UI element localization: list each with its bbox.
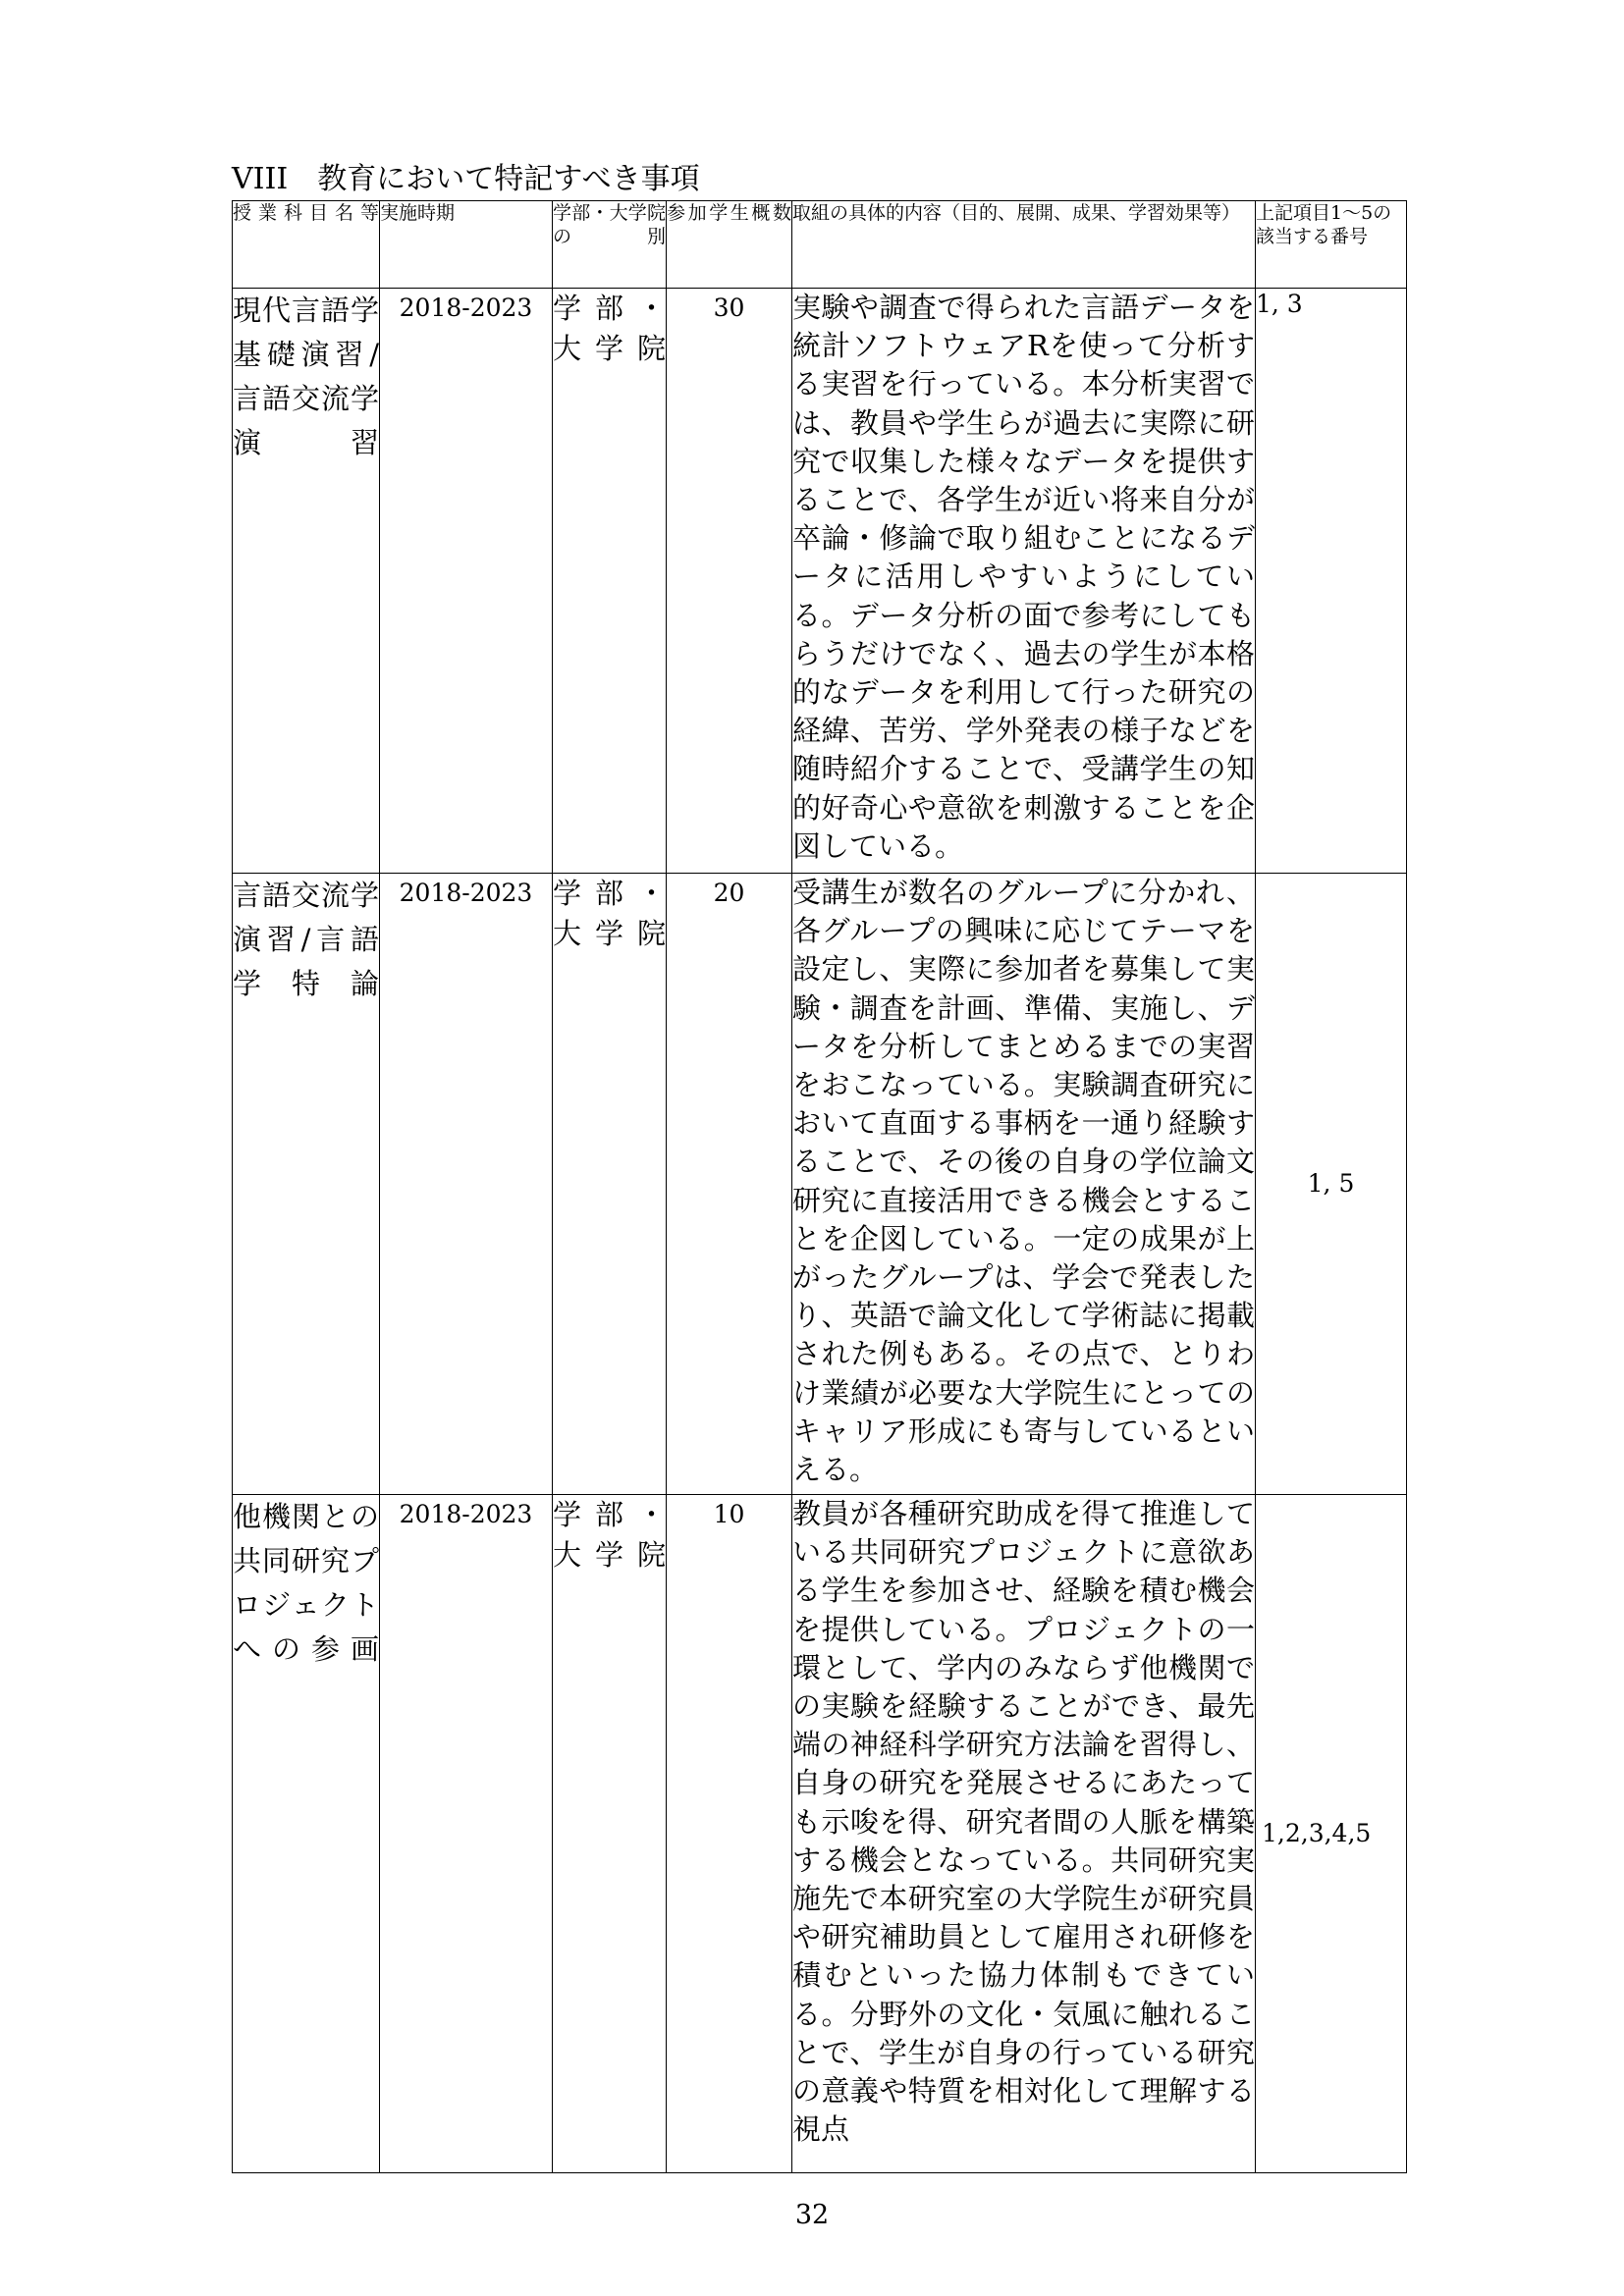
student-count: 20 <box>667 874 792 1495</box>
header-items: 上記項目1～5の該当する番号 <box>1256 201 1407 289</box>
section-title: VIII 教育において特記すべき事項 <box>232 162 700 196</box>
period: 2018-2023 <box>380 1495 553 2173</box>
header-department: 学部・大学院の別 <box>553 201 667 289</box>
table-row <box>233 289 1407 874</box>
header-course: 授業科目名等 <box>233 201 380 289</box>
header-period: 実施時期 <box>380 201 553 289</box>
education-table <box>232 200 1407 2173</box>
student-count: 10 <box>667 1495 792 2173</box>
department: 学部・大学院 <box>553 289 667 874</box>
header-students: 参加学生概数 <box>667 201 792 289</box>
content-description: 実験や調査で得られた言語データを統計ソフトウェアRを使って分析する実習を行っている。本分析実習では、教員や学生らが過去に実際に研究で収集した様々なデータを提供することで、各学生が近い将来自分が卒論・修論で取り組むことになるデータに活用しやすいようにしている。データ分析の面で参考にしてもらうだけでなく、過去の学生が本格的なデータを利用して行った研究の経緯、苦労、学外発表の様子などを随時紹介することで、受講学生の知的好奇心や意欲を刺激することを企図している。 <box>792 289 1256 874</box>
student-count: 30 <box>667 289 792 874</box>
item-numbers: 1, 3 <box>1256 289 1407 874</box>
period: 2018-2023 <box>380 874 553 1495</box>
header-content: 取組の具体的内容（目的、展開、成果、学習効果等） <box>792 201 1256 289</box>
item-numbers: 1,2,3,4,5 <box>1256 1495 1407 2173</box>
course-name: 現代言語学基礎演習/言語交流学演習 <box>233 289 380 874</box>
department: 学部・大学院 <box>553 874 667 1495</box>
table-row <box>233 874 1407 1495</box>
table-row <box>233 1495 1407 2173</box>
department: 学部・大学院 <box>553 1495 667 2173</box>
content-description: 教員が各種研究助成を得て推進している共同研究プロジェクトに意欲ある学生を参加させ、経験を積む機会を提供している。プロジェクトの一環として、学内のみならず他機関での実験を経験することができ、最先端の神経科学研究方法論を習得し、自身の研究を発展させるにあたっても示唆を得、研究者間の人脈を構築する機会となっている。共同研究実施先で本研究室の大学院生が研究員や研究補助員として雇用され研修を積むといった協力体制もできている。分野外の文化・気風に触れることで、学生が自身の行っている研究の意義や特質を相対化して理解する視点 <box>792 1495 1256 2173</box>
page-number: 32 <box>794 2200 830 2230</box>
course-name: 他機関との共同研究プロジェクトへの参画 <box>233 1495 380 2173</box>
content-description: 受講生が数名のグループに分かれ、各グループの興味に応じてテーマを設定し、実際に参加者を募集して実験・調査を計画、準備、実施し、データを分析してまとめるまでの実習をおこなっている。実験調査研究において直面する事柄を一通り経験することで、その後の自身の学位論文研究に直接活用できる機会とすることを企図している。一定の成果が上がったグループは、学会で発表したり、英語で論文化して学術誌に掲載された例もある。その点で、とりわけ業績が必要な大学院生にとってのキャリア形成にも寄与しているといえる。 <box>792 874 1256 1495</box>
period: 2018-2023 <box>380 289 553 874</box>
table-header-row <box>233 201 1407 289</box>
course-name: 言語交流学演習/言語学特論 <box>233 874 380 1495</box>
item-numbers: 1, 5 <box>1256 874 1407 1495</box>
